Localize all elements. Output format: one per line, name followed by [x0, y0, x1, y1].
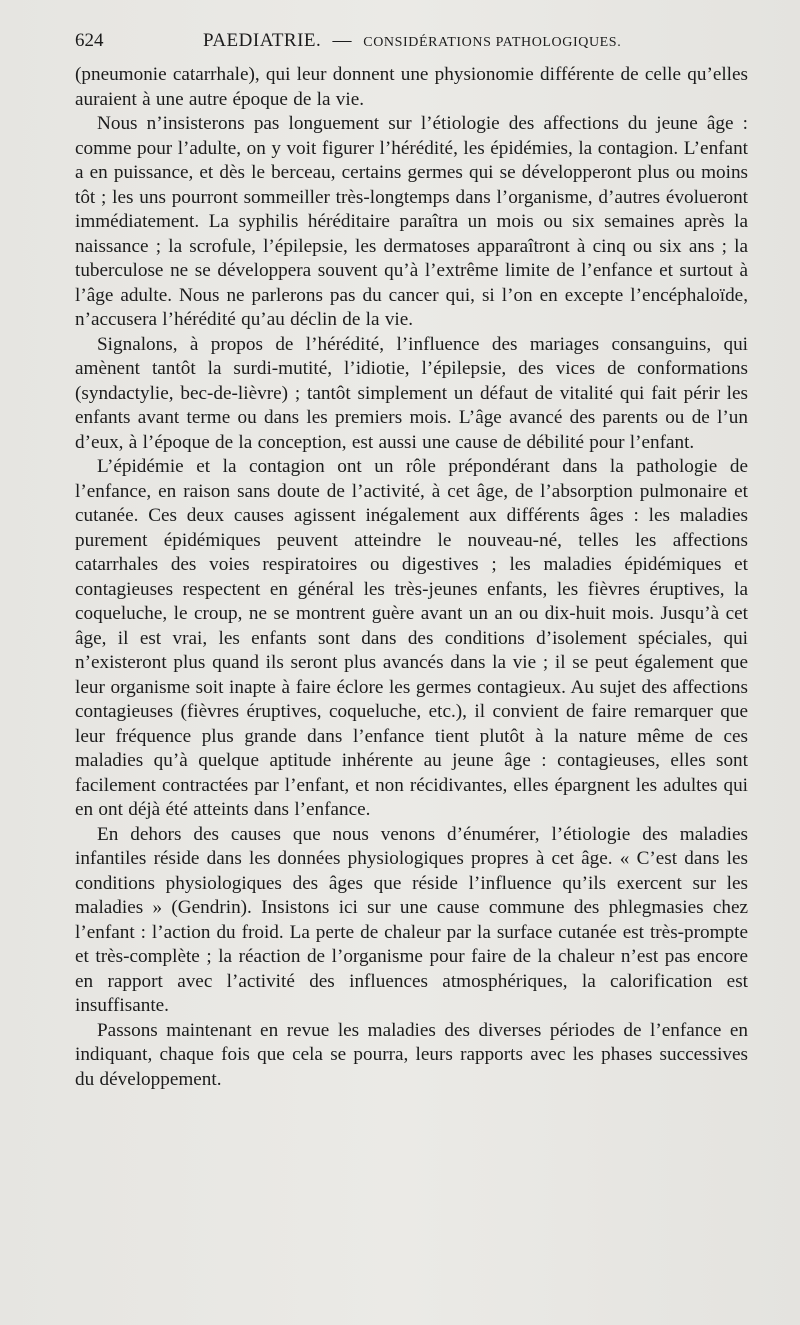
- running-title-separator: —: [332, 30, 353, 51]
- paragraph: (pneumonie catarrhale), qui leur donnent une physionomie différente de celle qu’elles auraient à une autre époque de la vie.: [75, 64, 748, 110]
- body-text: [75, 63, 748, 1092]
- paragraph: Signalons, à propos de l’hérédité, l’influence des mariages consanguins, qui amènent tantôt la surdi-mutité, l’idiotie, l’épilepsie, des vices de conformations (syndactylie, bec-de-lièvre) ; tantôt simplement un défaut de vitalité qui fait périr les enfants avant terme ou dans les premiers mois. L’âge avancé des parents ou de l’un d’eux, à l’époque de la conception, est aussi une cause de débilité pour l’enfant.: [75, 333, 748, 453]
- paragraph: L’épidémie et la contagion ont un rôle prépondérant dans la pathologie de l’enfance, en raison sans doute de l’activité, à cet âge, de l’absorption pulmonaire et cutanée. Ces deux causes agissent inégalement aux différents âges : les maladies purement épidémiques peuvent atteindre le nouveau-né, telles les affections catarrhales des voies respiratoires ou digestives ; les maladies épidémiques et contagieuses respectent en général les très-jeunes enfants, les fièvres éruptives, la coqueluche, le croup, ne se montrent guère avant un an ou dix-huit mois. Jusqu’à cet âge, il est vrai, les enfants sont dans des conditions d’isolement spéciales, qui n’existeront plus quand ils seront plus avancés dans la vie ; il se peut également que leur organisme soit inapte à faire éclore les germes contagieux. Au sujet des affections contagieuses (fièvres éruptives, coqueluche, etc.), il convient de faire remarquer que leur fréquence plus grande dans l’enfance tient plutôt à la nature même de ces maladies qu’à quelque aptitude inhérente au jeune âge : contagieuses, elles sont facilement contractées par l’enfant, et non récidivantes, elles épargnent les adultes qui en ont déjà été atteints dans l’enfance.: [75, 456, 748, 820]
- running-title: [203, 30, 621, 52]
- page-number: 624: [75, 30, 104, 51]
- paragraph: En dehors des causes que nous venons d’énumérer, l’étiologie des maladies infantiles réside dans les données physiologiques propres à cet âge. « C’est dans les conditions physiologiques des âges que réside l’influence qu’ils exercent sur les maladies » (Gendrin). Insistons ici sur une cause commune des phlegmasies chez l’enfant : l’action du froid. La perte de chaleur par la surface cutanée est très-prompte et très-complète ; la réaction de l’organisme pour faire de la chaleur n’est pas encore en rapport avec l’activité des influences atmosphériques, la calorification est insuffisante.: [75, 823, 748, 1016]
- running-title-main: PAEDIATRIE.: [203, 30, 322, 51]
- paragraph: Passons maintenant en revue les maladies des diverses périodes de l’enfance en indiquant, chaque fois que cela se pourra, leurs rapports avec les phases successives du développement.: [75, 1019, 748, 1090]
- paragraph: Nous n’insisterons pas longuement sur l’étiologie des affections du jeune âge : comme pour l’adulte, on y voit figurer l’hérédité, les épidémies, la contagion. L’enfant a en puissance, et dès le berceau, certains germes qui se développeront plus ou moins tôt ; les uns pourront sommeiller très-longtemps dans l’organisme, d’autres évolueront immédiatement. La syphilis héréditaire paraîtra un mois ou six semaines après la naissance ; la scrofule, l’épilepsie, les dermatoses apparaîtront à cinq ou six ans ; la tuberculose ne se développera souvent qu’à l’extrême limite de l’enfance et surtout à l’âge adulte. Nous ne parlerons pas du cancer qui, si l’on en excepte l’encéphaloïde, n’accusera l’hérédité qu’au déclin de la vie.: [75, 113, 748, 330]
- running-title-subtitle: CONSIDÉRATIONS PATHOLOGIQUES.: [363, 35, 622, 50]
- page-header: [75, 30, 748, 56]
